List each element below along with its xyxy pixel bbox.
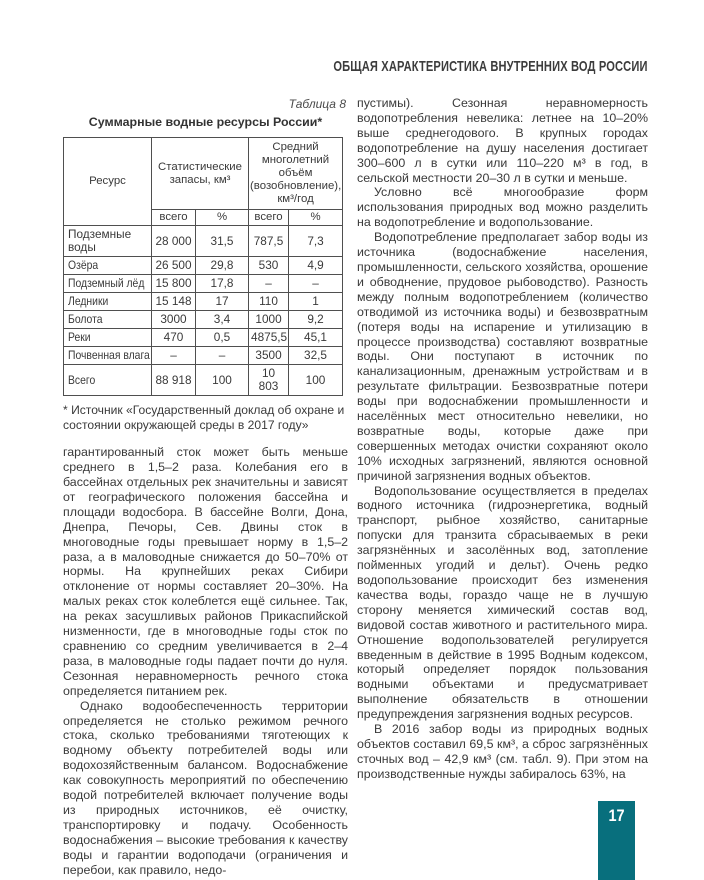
cell-avg-total: 1000 — [249, 311, 289, 329]
table-title: Суммарные водные ресурсы России* — [88, 115, 323, 129]
cell-resource: Подземные воды — [64, 226, 152, 257]
table-row — [64, 275, 343, 293]
cell-resource: Всего — [64, 365, 152, 396]
page-number-box — [598, 801, 635, 880]
paragraph: Водопользование осуществляется в пределах водного источника (гидроэнергетика, водный транспорт, рыбное хозяйство, санитарные попуски для транзита сбрасываемых в реки загрязнённых и засолённых вод, затопление пойменных угодий и дельт). Очень редко водопользование происходит без изменения качества воды, гораздо чаще не в лучшую сторону меняется химический состав вод, видовой состав животного и растительного мира. Отношение водопользователей регулируется введенным в действие в 1995 Водным кодексом, который определяет порядок пользования водными объектами и предусматривает выполнение обязательств в отношении предупреждения загрязнения водных ресурсов. — [357, 483, 648, 722]
cell-avg-pct: – — [289, 275, 343, 293]
table-row — [64, 257, 343, 275]
cell-avg-total: 10 803 — [249, 365, 289, 396]
cell-stat-pct: – — [196, 347, 249, 365]
cell-avg-total: 4875,5 — [249, 329, 289, 347]
table-row — [64, 347, 343, 365]
cell-avg-pct: 32,5 — [289, 347, 343, 365]
table-row-total — [64, 365, 343, 396]
paragraph: пустимы). Сезонная неравномерность водопотребления невелика: летнее на 10–20% выше среднегодового. В крупных городах водопотребление на душу населения достигает 300–600 л в сутки или 110–220 м³ в год, в сельской местности 20–30 л в сутки и меньше. — [357, 96, 648, 185]
cell-avg-pct: 9,2 — [289, 311, 343, 329]
cell-stat-total: 88 918 — [152, 365, 196, 396]
col-header-stat: Статистические запасы, км³ — [152, 138, 249, 210]
subheader-total-1: всего — [152, 210, 196, 226]
subheader-pct-2: % — [289, 210, 343, 226]
paragraph: Водопотребление предполагает забор воды из источника (водоснабжение населения, промышленности, сельского хозяйства, орошение и обводнение, прудовое рыбоводство). Разность между полным водопотреблением (количество отводимой из источника воды) и безвозвратным (потеря воды на испарение и утилизацию в процессе производства) составляют возвратные воды. Они поступают в источник по канализационным, дренажным устройствам и в результате фильтрации. Безвозвратные потери воды при водоснабжении промышленности и населённых мест относительно невелики, но возвратные воды, которые даже при совершенных методах очистки сохраняют около 10% исходных загрязнений, являются основной причиной загрязнения водных объектов. — [357, 230, 648, 483]
cell-avg-total: 787,5 — [249, 226, 289, 257]
table-header-row — [64, 138, 343, 210]
table-row — [64, 226, 343, 257]
cell-avg-total: 3500 — [249, 347, 289, 365]
left-column-text — [63, 445, 348, 877]
cell-resource: Подземный лёд — [64, 275, 152, 293]
cell-stat-total: 15 800 — [152, 275, 196, 293]
cell-resource: Реки — [64, 329, 152, 347]
page-number: 17 — [608, 806, 625, 825]
cell-stat-pct: 31,5 — [196, 226, 249, 257]
table-footnote: * Источник «Государственный доклад об охране и состоянии окружающей среды в 2017 году» — [63, 403, 345, 432]
right-column — [357, 96, 648, 782]
subheader-pct-1: % — [196, 210, 249, 226]
cell-stat-pct: 17,8 — [196, 275, 249, 293]
cell-resource: Болота — [64, 311, 152, 329]
table-caption: Таблица 8 — [288, 97, 346, 111]
running-head: ОБЩАЯ ХАРАКТЕРИСТИКА ВНУТРЕННИХ ВОД РОССИИ — [333, 58, 648, 75]
cell-resource: Озёра — [64, 257, 152, 275]
cell-stat-pct: 100 — [196, 365, 249, 396]
cell-stat-total: 3000 — [152, 311, 196, 329]
col-header-avg: Средний многолетний объём (возобновление), км³/год — [249, 138, 343, 210]
cell-avg-pct: 7,3 — [289, 226, 343, 257]
cell-avg-pct: 4,9 — [289, 257, 343, 275]
cell-avg-pct: 100 — [289, 365, 343, 396]
table-row — [64, 293, 343, 311]
cell-avg-total: 530 — [249, 257, 289, 275]
subheader-total-2: всего — [249, 210, 289, 226]
cell-resource: Ледники — [64, 293, 152, 311]
cell-stat-total: 15 148 — [152, 293, 196, 311]
cell-avg-pct: 1 — [289, 293, 343, 311]
cell-stat-pct: 17 — [196, 293, 249, 311]
cell-avg-total: – — [249, 275, 289, 293]
table-row — [64, 329, 343, 347]
paragraph: гарантированный сток может быть меньше среднего в 1,5–2 раза. Колебания его в бассейнах отдельных рек значительны и зависят от географического положения бассейна и площади водосбора. В бассейне Волги, Дона, Днепра, Печоры, Сев. Двины сток в многоводные годы превышает норму в 1,5–2 раза, а в маловодные снижается до 50–70% от нормы. На крупнейших реках Сибири отклонение от нормы составляет 20–30%. На малых реках сток колеблется ещё сильнее. Так, на реках засушливых районов Прикаспийской низменности, где в многоводные годы сток по сравнению со средним увеличивается в 2–4 раза, в маловодные годы падает почти до нуля. Сезонная неравномерность речного стока определяется питанием рек. — [63, 445, 348, 698]
cell-stat-total: 26 500 — [152, 257, 196, 275]
cell-stat-total: 28 000 — [152, 226, 196, 257]
paragraph: Условно всё многообразие форм использования природных вод можно разделить на водопотребление и водопользование. — [357, 185, 648, 230]
water-resources-table — [63, 137, 343, 396]
cell-resource: Почвенная влага — [64, 347, 152, 365]
cell-stat-total: 470 — [152, 329, 196, 347]
left-column — [63, 97, 348, 877]
paragraph: В 2016 забор воды из природных водных объектов составил 69,5 км³, а сброс загрязнённых сточных вод – 42,9 км³ (см. табл. 9). При этом на производственные нужды забиралось 63%, на — [357, 722, 648, 781]
cell-stat-pct: 0,5 — [196, 329, 249, 347]
paragraph: Однако водообеспеченность территории определяется не столько режимом речного стока, сколько требованиями тяготеющих к водному объекту потребителей воды или водохозяйственным балансом. Водоснабжение как совокупность мероприятий по обеспечению водой потребителей включает получение воды из природных источников, её очистку, транспортировку и подачу. Особенность водоснабжения – высокие требования к качеству воды и гарантии водоподачи (ограничения и перебои, как правило, недо- — [63, 698, 348, 877]
col-header-resource: Ресурс — [64, 138, 152, 226]
cell-stat-pct: 29,8 — [196, 257, 249, 275]
cell-stat-pct: 3,4 — [196, 311, 249, 329]
table-row — [64, 311, 343, 329]
cell-stat-total: – — [152, 347, 196, 365]
cell-avg-pct: 45,1 — [289, 329, 343, 347]
cell-avg-total: 110 — [249, 293, 289, 311]
